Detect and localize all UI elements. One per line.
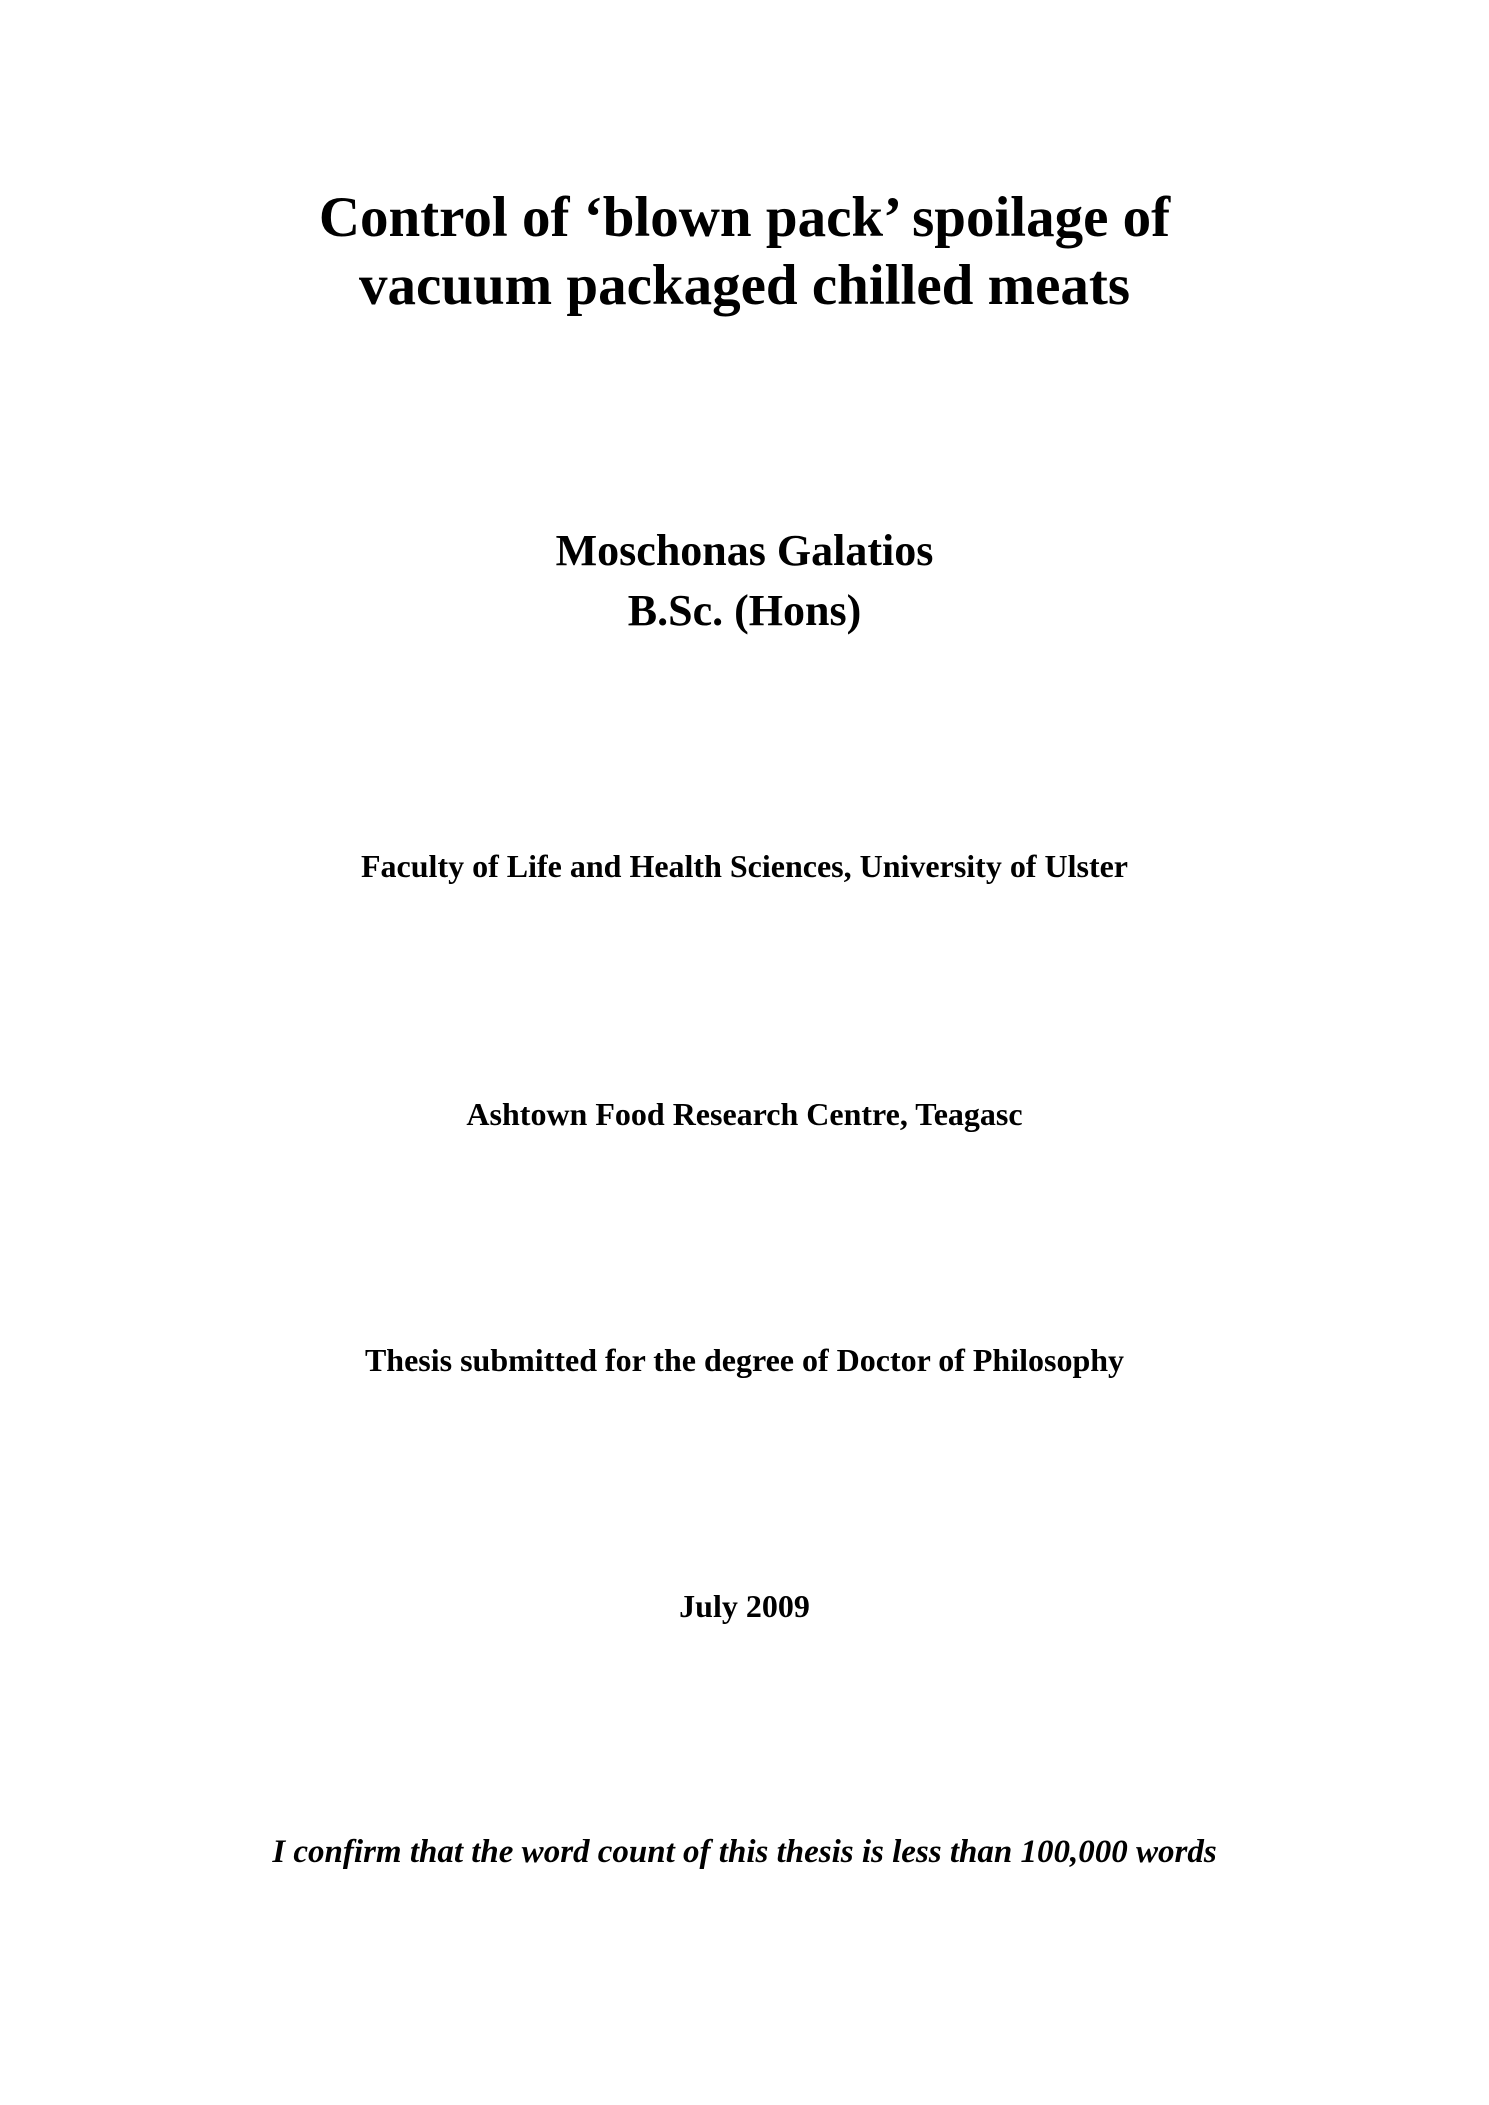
submission-date: July 2009: [679, 1588, 810, 1624]
author-name: Moschonas Galatios: [555, 526, 934, 575]
research-centre: Ashtown Food Research Centre, Teagasc: [466, 1096, 1023, 1132]
thesis-title-line-1: Control of ‘blown pack’ spoilage of: [318, 186, 1171, 249]
word-count-statement: I confirm that the word count of this thesis is less than 100,000 words: [272, 1834, 1217, 1870]
thesis-title-line-2: vacuum packaged chilled meats: [358, 254, 1131, 317]
faculty-affiliation: Faculty of Life and Health Sciences, University of Ulster: [361, 848, 1128, 884]
author-degree: B.Sc. (Hons): [627, 586, 862, 635]
submission-statement: Thesis submitted for the degree of Doctor of Philosophy: [364, 1342, 1125, 1378]
